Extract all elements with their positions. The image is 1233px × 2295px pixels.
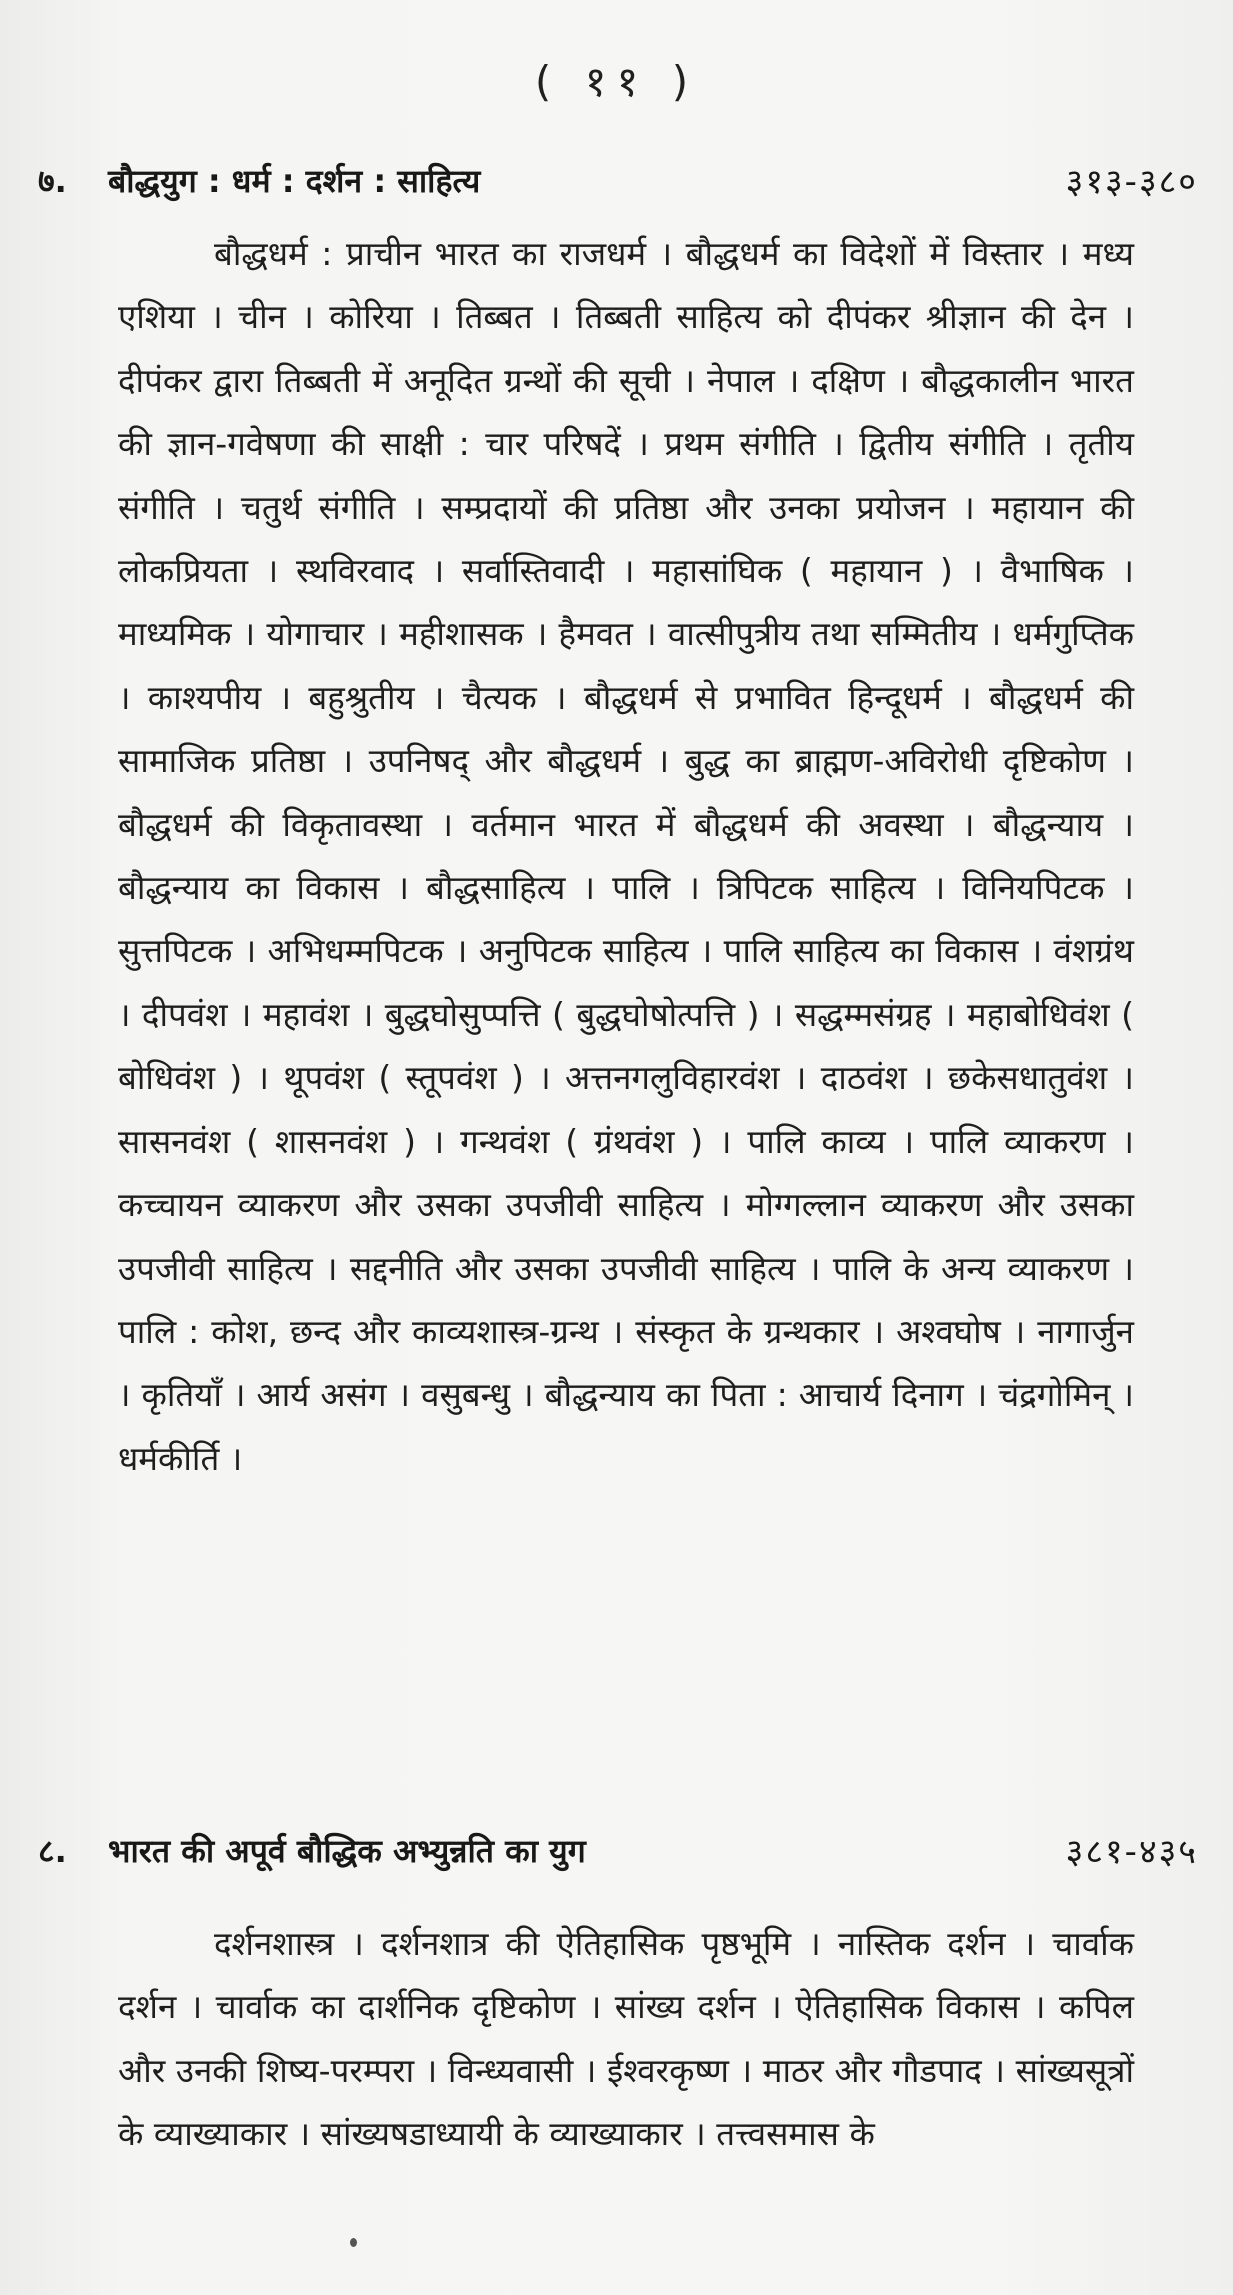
chapter-7-contents: बौद्धधर्म : प्राचीन भारत का राजधर्म । बौद्धधर्म का विदेशों में विस्तार । मध्य एशिया । चीन । कोरिया । तिब्बत । तिब्बती साहित्य को दीपंकर श्रीज्ञान की देन । दीपंकर द्वारा तिब्बती में अनूदित ग्रन्थों की सूची । नेपाल । दक्षिण । बौद्धकालीन भारत की ज्ञान-गवेषणा की साक्षी : चार परिषदें । प्रथम संगीति । द्वितीय संगीति । तृतीय संगीति । चतुर्थ संगीति । सम्प्रदायों की प्रतिष्ठा और उनका प्रयोजन । महायान की लोकप्रियता । स्थविरवाद । सर्वास्तिवादी । महासांघिक ( महायान ) । वैभाषिक । माध्यमिक । योगाचार । महीशासक । हैमवत । वात्सीपुत्रीय तथा सम्मितीय । धर्मगुप्तिक । काश्यपीय । बहुश्रुतीय । चैत्यक । बौद्धधर्म से प्रभावित हिन्दूधर्म । बौद्धधर्म की सामाजिक प्रतिष्ठा । उपनिषद् और बौद्धधर्म । बुद्ध का ब्राह्मण-अविरोधी दृष्टिकोण । बौद्धधर्म की विकृतावस्था । वर्तमान भारत में बौद्धधर्म की अवस्था । बौद्धन्याय । बौद्धन्याय का विकास । बौद्धसाहित्य । पालि । त्रिपिटक साहित्य । विनियपिटक । सुत्तपिटक । अभिधम्मपिटक । अनुपिटक साहित्य । पालि साहित्य का विकास । वंशग्रंथ । दीपवंश । महावंश । बुद्धघोसुप्पत्ति ( बुद्धघोषोत्पत्ति ) । सद्धम्मसंग्रह । महाबोधिवंश ( बोधिवंश ) । थूपवंश ( स्तूपवंश ) । अत्तनगलुविहारवंश । दाठवंश । छकेसधातुवंश । सासनवंश ( शासनवंश ) । गन्थवंश ( ग्रंथवंश ) । पालि काव्य । पालि व्याकरण । कच्चायन व्याकरण और उसका उपजीवी साहित्य । मोग्गल्लान व्याकरण और उसका उपजीवी साहित्य । सद्दनीति और उसका उपजीवी साहित्य । पालि के अन्य व्याकरण । पालि : कोश, छन्द और काव्यशास्त्र-ग्रन्थ । संस्कृत के ग्रन्थकार । अश्वघोष । नागार्जुन । कृतियाँ । आर्य असंग । वसुबन्धु । बौद्धन्याय का पिता : आचार्य दिनाग । चंद्रगोमिन् । धर्मकीर्ति । bbox=[118, 234, 1134, 1478]
chapter-page-range: ३१३-३८० bbox=[1065, 162, 1198, 202]
page-number: ( ११ ) bbox=[534, 57, 699, 106]
chapter-number: ७. bbox=[38, 161, 67, 200]
chapter-title: भारत की अपूर्व बौद्धिक अभ्युन्नति का युग bbox=[108, 1831, 586, 1870]
chapter-8-contents: दर्शनशास्त्र । दर्शनशात्र की ऐतिहासिक पृष्ठभूमि । नास्तिक दर्शन । चार्वाक दर्शन । चार्वाक का दार्शनिक दृष्टिकोण । सांख्य दर्शन । ऐतिहासिक विकास । कपिल और उनकी शिष्य-परम्परा । विन्ध्यवासी । ईश्वरकृष्ण । माठर और गौडपाद । सांख्यसूत्रों के व्याख्याकार । सांख्यषडाध्यायी के व्याख्याकार । तत्त्वसमास के bbox=[118, 1924, 1134, 2154]
chapter-8-heading bbox=[38, 1822, 1198, 1878]
chapter-page-range: ३८१-४३५ bbox=[1065, 1832, 1198, 1872]
chapter-7-heading bbox=[38, 152, 1198, 208]
chapter-number: ८. bbox=[38, 1831, 67, 1870]
chapter-title: बौद्धयुग : धर्म : दर्शन : साहित्य bbox=[108, 161, 481, 200]
paper-speck bbox=[350, 2238, 357, 2247]
